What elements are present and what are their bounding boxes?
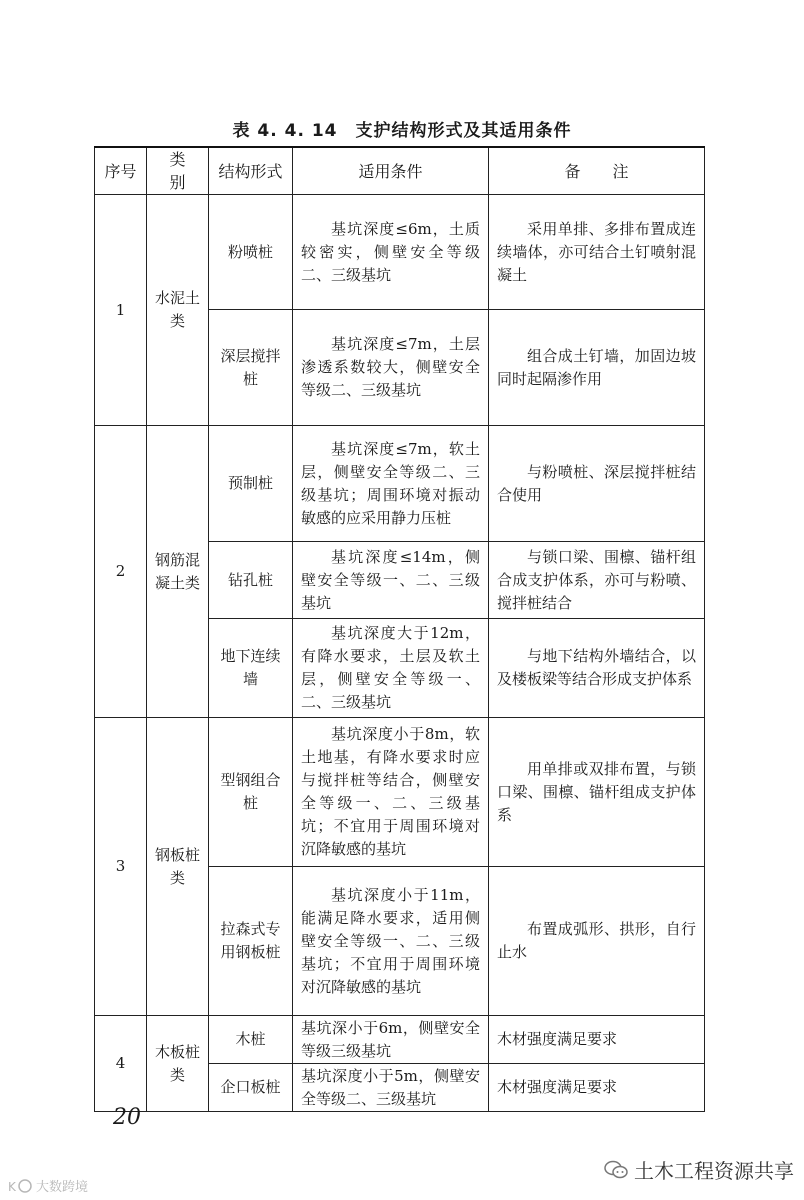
svg-text:K: K (8, 1179, 16, 1194)
row-condition: 基坑深度小于11m，能满足降水要求，适用侧壁安全等级一、二、三级基坑；不宜用于周围环境对沉降敏感的基坑 (293, 867, 489, 1016)
row-note: 木材强度满足要求 (489, 1016, 705, 1064)
header-note: 备 注 (489, 147, 705, 195)
row-form: 预制桩 (209, 426, 293, 542)
table-row (95, 718, 705, 867)
table-title: 表 4. 4. 14 支护结构形式及其适用条件 (232, 121, 572, 141)
header-form: 结构形式 (209, 147, 293, 195)
row-note: 布置成弧形、拱形，自行止水 (489, 867, 705, 1016)
table-row (95, 1016, 705, 1064)
table-row (95, 195, 705, 310)
corner-mark-text: 大数跨境 (36, 1180, 89, 1195)
table-header-row (95, 147, 705, 195)
watermark-text: 土木工程资源共享 (634, 1159, 794, 1183)
support-structure-table (94, 146, 705, 1112)
row-form: 木桩 (209, 1016, 293, 1064)
row-condition: 基坑深度≤14m，侧壁安全等级一、二、三级基坑 (293, 542, 489, 619)
row-note: 与地下结构外墙结合，以及楼板梁等结合形成支护体系 (489, 619, 705, 718)
row-form: 钻孔桩 (209, 542, 293, 619)
row-condition: 基坑深度≤7m，软土层，侧壁安全等级二、三级基坑；周围环境对振动敏感的应采用静力压桩 (293, 426, 489, 542)
row-form: 型钢组合桩 (209, 718, 293, 867)
row-form: 拉森式专用钢板桩 (209, 867, 293, 1016)
page-number: 20 (113, 1105, 141, 1130)
row-condition: 基坑深度大于12m，有降水要求，土层及软土层，侧壁安全等级一、二、三级基坑 (293, 619, 489, 718)
row-form: 粉喷桩 (209, 195, 293, 310)
row-category: 钢板桩类 (147, 718, 209, 1016)
header-category: 类 别 (147, 147, 209, 195)
row-number: 2 (95, 426, 147, 718)
row-number: 1 (95, 195, 147, 426)
row-category: 钢筋混凝土类 (147, 426, 209, 718)
row-number: 4 (95, 1016, 147, 1112)
row-note: 组合成土钉墙，加固边坡同时起隔渗作用 (489, 310, 705, 426)
row-condition: 基坑深小于6m，侧壁安全等级三级基坑 (293, 1016, 489, 1064)
logo-icon (8, 1178, 34, 1194)
row-form: 深层搅拌桩 (209, 310, 293, 426)
row-note: 采用单排、多排布置成连续墙体，亦可结合土钉喷射混凝土 (489, 195, 705, 310)
watermark (604, 1155, 794, 1184)
row-note: 木材强度满足要求 (489, 1064, 705, 1112)
row-form: 地下连续墙 (209, 619, 293, 718)
row-condition: 基坑深度≤6m，土质较密实，侧壁安全等级二、三级基坑 (293, 195, 489, 310)
corner-mark (8, 1176, 88, 1195)
row-condition: 基坑深度≤7m，土层渗透系数较大，侧壁安全等级二、三级基坑 (293, 310, 489, 426)
row-note: 与粉喷桩、深层搅拌桩结合使用 (489, 426, 705, 542)
chat-bubble-icon (604, 1160, 628, 1180)
row-category: 木板桩类 (147, 1016, 209, 1112)
header-no: 序号 (95, 147, 147, 195)
row-form: 企口板桩 (209, 1064, 293, 1112)
row-number: 3 (95, 718, 147, 1016)
table-row (95, 426, 705, 542)
header-condition: 适用条件 (293, 147, 489, 195)
row-condition: 基坑深度小于5m，侧壁安全等级二、三级基坑 (293, 1064, 489, 1112)
row-category: 水泥土类 (147, 195, 209, 426)
row-note: 用单排或双排布置，与锁口梁、围檩、锚杆组成支护体系 (489, 718, 705, 867)
row-note: 与锁口梁、围檩、锚杆组合成支护体系，亦可与粉喷、搅拌桩结合 (489, 542, 705, 619)
row-condition: 基坑深度小于8m，软土地基，有降水要求时应与搅拌桩等结合，侧壁安全等级一、二、三级基坑；不宜用于周围环境对沉降敏感的基坑 (293, 718, 489, 867)
